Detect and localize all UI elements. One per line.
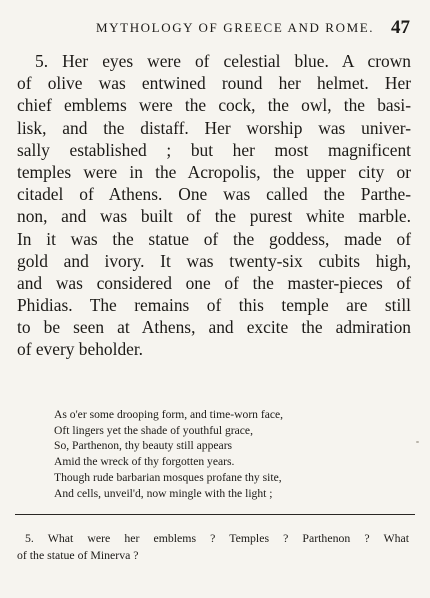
- body-line: In it was the statue of the goddess, made of: [17, 228, 411, 249]
- body-line: to be seen at Athens, and excite the admiration: [17, 317, 411, 338]
- running-title: MYTHOLOGY OF GREECE AND ROME.: [96, 20, 375, 35]
- body-line: of every beholder.: [17, 339, 144, 360]
- footnote-questions: [17, 530, 409, 564]
- poem-line: And cells, unveil'd, now mingle with the light ;: [54, 486, 273, 500]
- poem-line: Amid the wreck of thy forgotten years.: [54, 455, 235, 469]
- page-number: 47: [391, 17, 410, 38]
- body-line: temples were in the Acropolis, the upper city or: [17, 161, 411, 182]
- footnote-line: 5. What were her emblems ? Temples ? Parthenon ? What: [25, 531, 409, 545]
- paper-speck: [416, 441, 419, 443]
- poem-line: As o'er some drooping form, and time-worn face,: [54, 408, 284, 421]
- body-line: 5. Her eyes were of celestial blue. A crown: [35, 51, 411, 71]
- paragraph-5: [17, 50, 411, 361]
- body-line: citadel of Athens. One was called the Parthe-: [17, 184, 411, 205]
- body-line: gold and ivory. It was twenty-six cubits high,: [17, 250, 411, 271]
- body-line: and was considered one of the master-pieces of: [17, 272, 411, 293]
- body-line: non, and was built of the purest white marble.: [17, 206, 411, 227]
- footnote-line: of the statue of Minerva ?: [17, 548, 139, 562]
- body-line: sally established ; but her most magnificent: [17, 139, 411, 160]
- footnote-divider: [15, 514, 415, 515]
- body-line: of olive was entwined round her helmet. Her: [17, 73, 411, 94]
- poem-line: So, Parthenon, thy beauty still appears: [54, 439, 233, 453]
- poem-line: Though rude barbarian mosques profane thy site,: [54, 470, 282, 484]
- poem-line: Oft lingers yet the shade of youthful grace,: [54, 423, 253, 437]
- body-line: Phidias. The remains of this temple are still: [17, 295, 411, 316]
- running-head: [96, 17, 410, 39]
- body-line: chief emblems were the cock, the owl, the basi-: [17, 95, 411, 116]
- body-line: lisk, and the distaff. Her worship was univer-: [17, 117, 411, 138]
- poem-quotation: [54, 407, 283, 501]
